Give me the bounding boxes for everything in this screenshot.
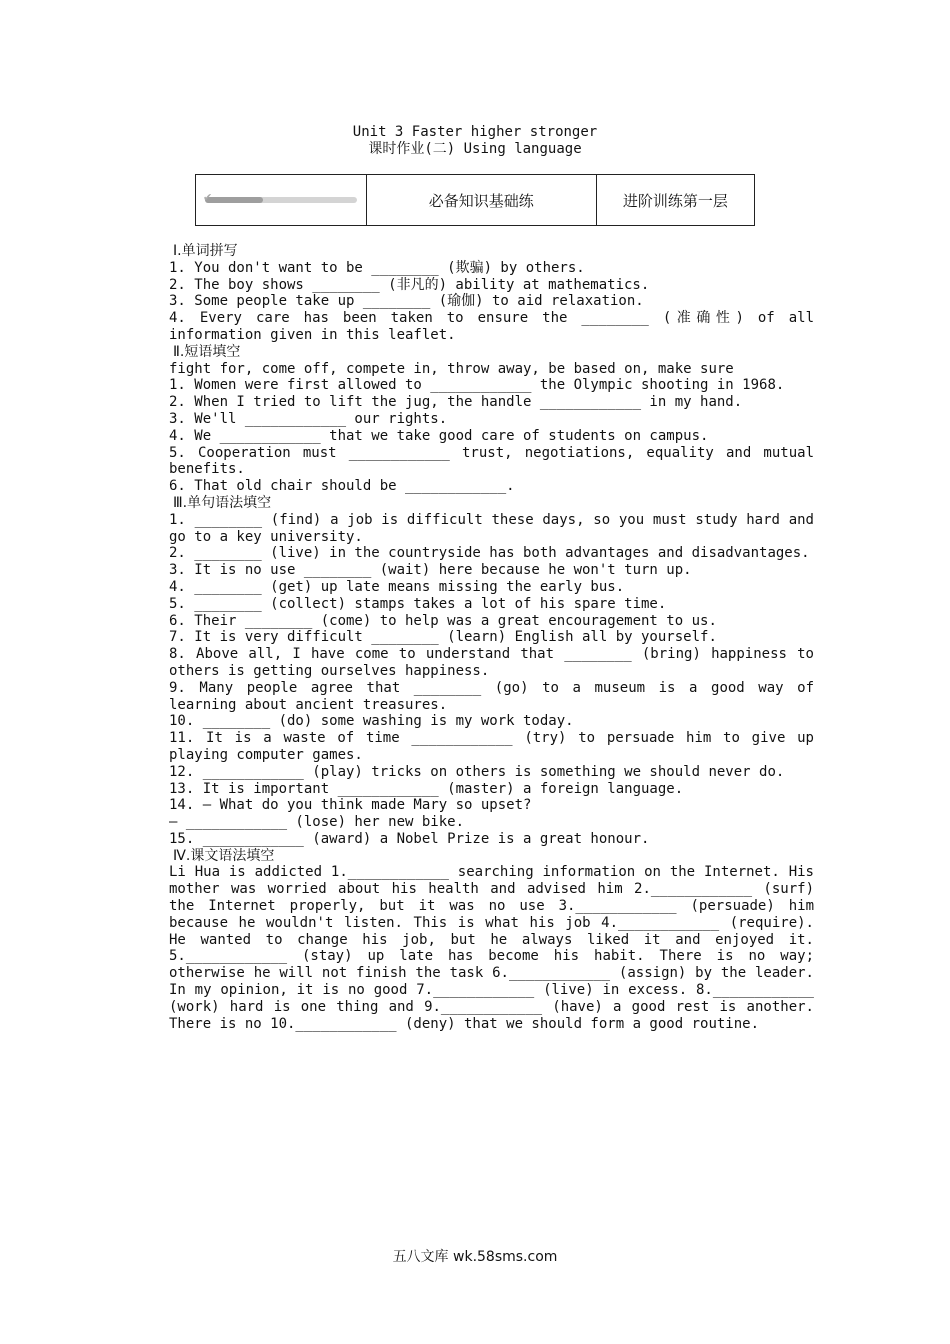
exercise-content bbox=[137, 243, 814, 1032]
exercise-line: 2. ________ (live) in the countryside has both advantages and disadvantages. bbox=[169, 545, 810, 562]
exercise-line: 1. ________ (find) a job is difficult these days, so you must study hard and go to a key university. bbox=[169, 511, 814, 545]
exercise-line: 4. ________ (get) up late means missing the early bus. bbox=[169, 578, 625, 595]
exercise-line: fight for, come off, compete in, throw away, be based on, make sure bbox=[169, 360, 734, 377]
exercise-line: 3. Some people take up ________ (瑜伽) to aid relaxation. bbox=[169, 293, 644, 310]
exercise-line: 2. When I tried to lift the jug, the handle ____________ in my hand. bbox=[169, 394, 743, 411]
exercise-line: — ____________ (lose) her new bike. bbox=[169, 814, 465, 831]
exercise-line: 4. We ____________ that we take good care of students on campus. bbox=[169, 427, 709, 444]
watermark-footer: 五八文库 wk.58sms.com bbox=[392, 1249, 558, 1265]
level-table bbox=[195, 174, 755, 226]
level-advanced-label: 进阶训练第一层 bbox=[596, 175, 754, 226]
exercise-line: 11. It is a waste of time ____________ (try) to persuade him to give up playing computer games. bbox=[169, 730, 814, 763]
exercise-line: 13. It is important ____________ (master) a foreign language. bbox=[169, 780, 684, 797]
page-subtitle: 课时作业(二) Using language bbox=[368, 141, 582, 157]
exercise-line: 2. The boy shows ________ (非凡的) ability at mathematics. bbox=[169, 276, 650, 293]
exercise-line: 6. That old chair should be ____________. bbox=[169, 478, 515, 495]
progress-bar bbox=[202, 191, 357, 204]
section-heading: Ⅰ.单词拼写 bbox=[173, 243, 238, 259]
section-heading: Ⅱ.短语填空 bbox=[173, 343, 241, 360]
check-icon: ✔ bbox=[202, 191, 213, 204]
page-title: Unit 3 Faster higher stronger bbox=[352, 124, 598, 140]
section-heading: Ⅳ.课文语法填空 bbox=[173, 847, 275, 864]
exercise-line: 1. Women were first allowed to ____________ the Olympic shooting in 1968. bbox=[169, 377, 785, 394]
exercise-line: 7. It is very difficult ________ (learn) English all by yourself. bbox=[169, 629, 717, 646]
exercise-line: 9. Many people agree that ________ (go) to a museum is a good way of learning about ancient treasures. bbox=[169, 679, 814, 713]
exercise-line: 4. Every care has been taken to ensure the ________ (准确性) of all information given in this leaflet. bbox=[169, 310, 814, 343]
exercise-line: 5. Cooperation must ____________ trust, negotiations, equality and mutual benefits. bbox=[169, 444, 814, 478]
exercise-line: 3. It is no use ________ (wait) here because he won't turn up. bbox=[169, 562, 692, 579]
exercise-line: 1. You don't want to be ________ (欺骗) by others. bbox=[169, 259, 585, 276]
exercise-line: 5. ________ (collect) stamps takes a lot of his spare time. bbox=[169, 595, 667, 612]
progress-bar-fill bbox=[205, 197, 263, 203]
exercise-line: 8. Above all, I have come to understand that ________ (bring) happiness to others is getting ourselves happiness. bbox=[169, 646, 814, 679]
exercise-line: 15. ____________ (award) a Nobel Prize is a great honour. bbox=[169, 830, 650, 847]
exercise-line: Li Hua is addicted 1.____________ searching information on the Internet. His mother was worried about his health and advised him 2.____________ (surf) the Internet properly, but it was no use 3.____________ (persuade) him because he wouldn't listen. This is what his job 4.____________ (require). He wanted to change his job, but he always liked it and enjoyed it. 5.____________ (stay) up late has become his habit. There is no way; otherwise he will not finish the task 6.____________ (assign) by the leader. In my opinion, it is no good 7.____________ (live) in excess. 8.____________ (work) hard is one thing and 9.____________ (have) a good rest is another. There is no 10.____________ (deny) that we should form a good routine. bbox=[169, 864, 814, 1032]
exercise-line: 6. Their ________ (come) to help was a great encouragement to us. bbox=[169, 612, 717, 629]
progress-cell bbox=[196, 175, 367, 226]
exercise-line: 3. We'll ____________ our rights. bbox=[169, 410, 448, 427]
exercise-line: 14. — What do you think made Mary so upset? bbox=[169, 797, 532, 814]
exercise-line: 10. ________ (do) some washing is my work today. bbox=[169, 713, 574, 730]
exercise-line: 12. ____________ (play) tricks on others is something we should never do. bbox=[169, 763, 785, 780]
section-heading: Ⅲ.单句语法填空 bbox=[173, 494, 272, 511]
level-basic-label: 必备知识基础练 bbox=[366, 175, 596, 226]
